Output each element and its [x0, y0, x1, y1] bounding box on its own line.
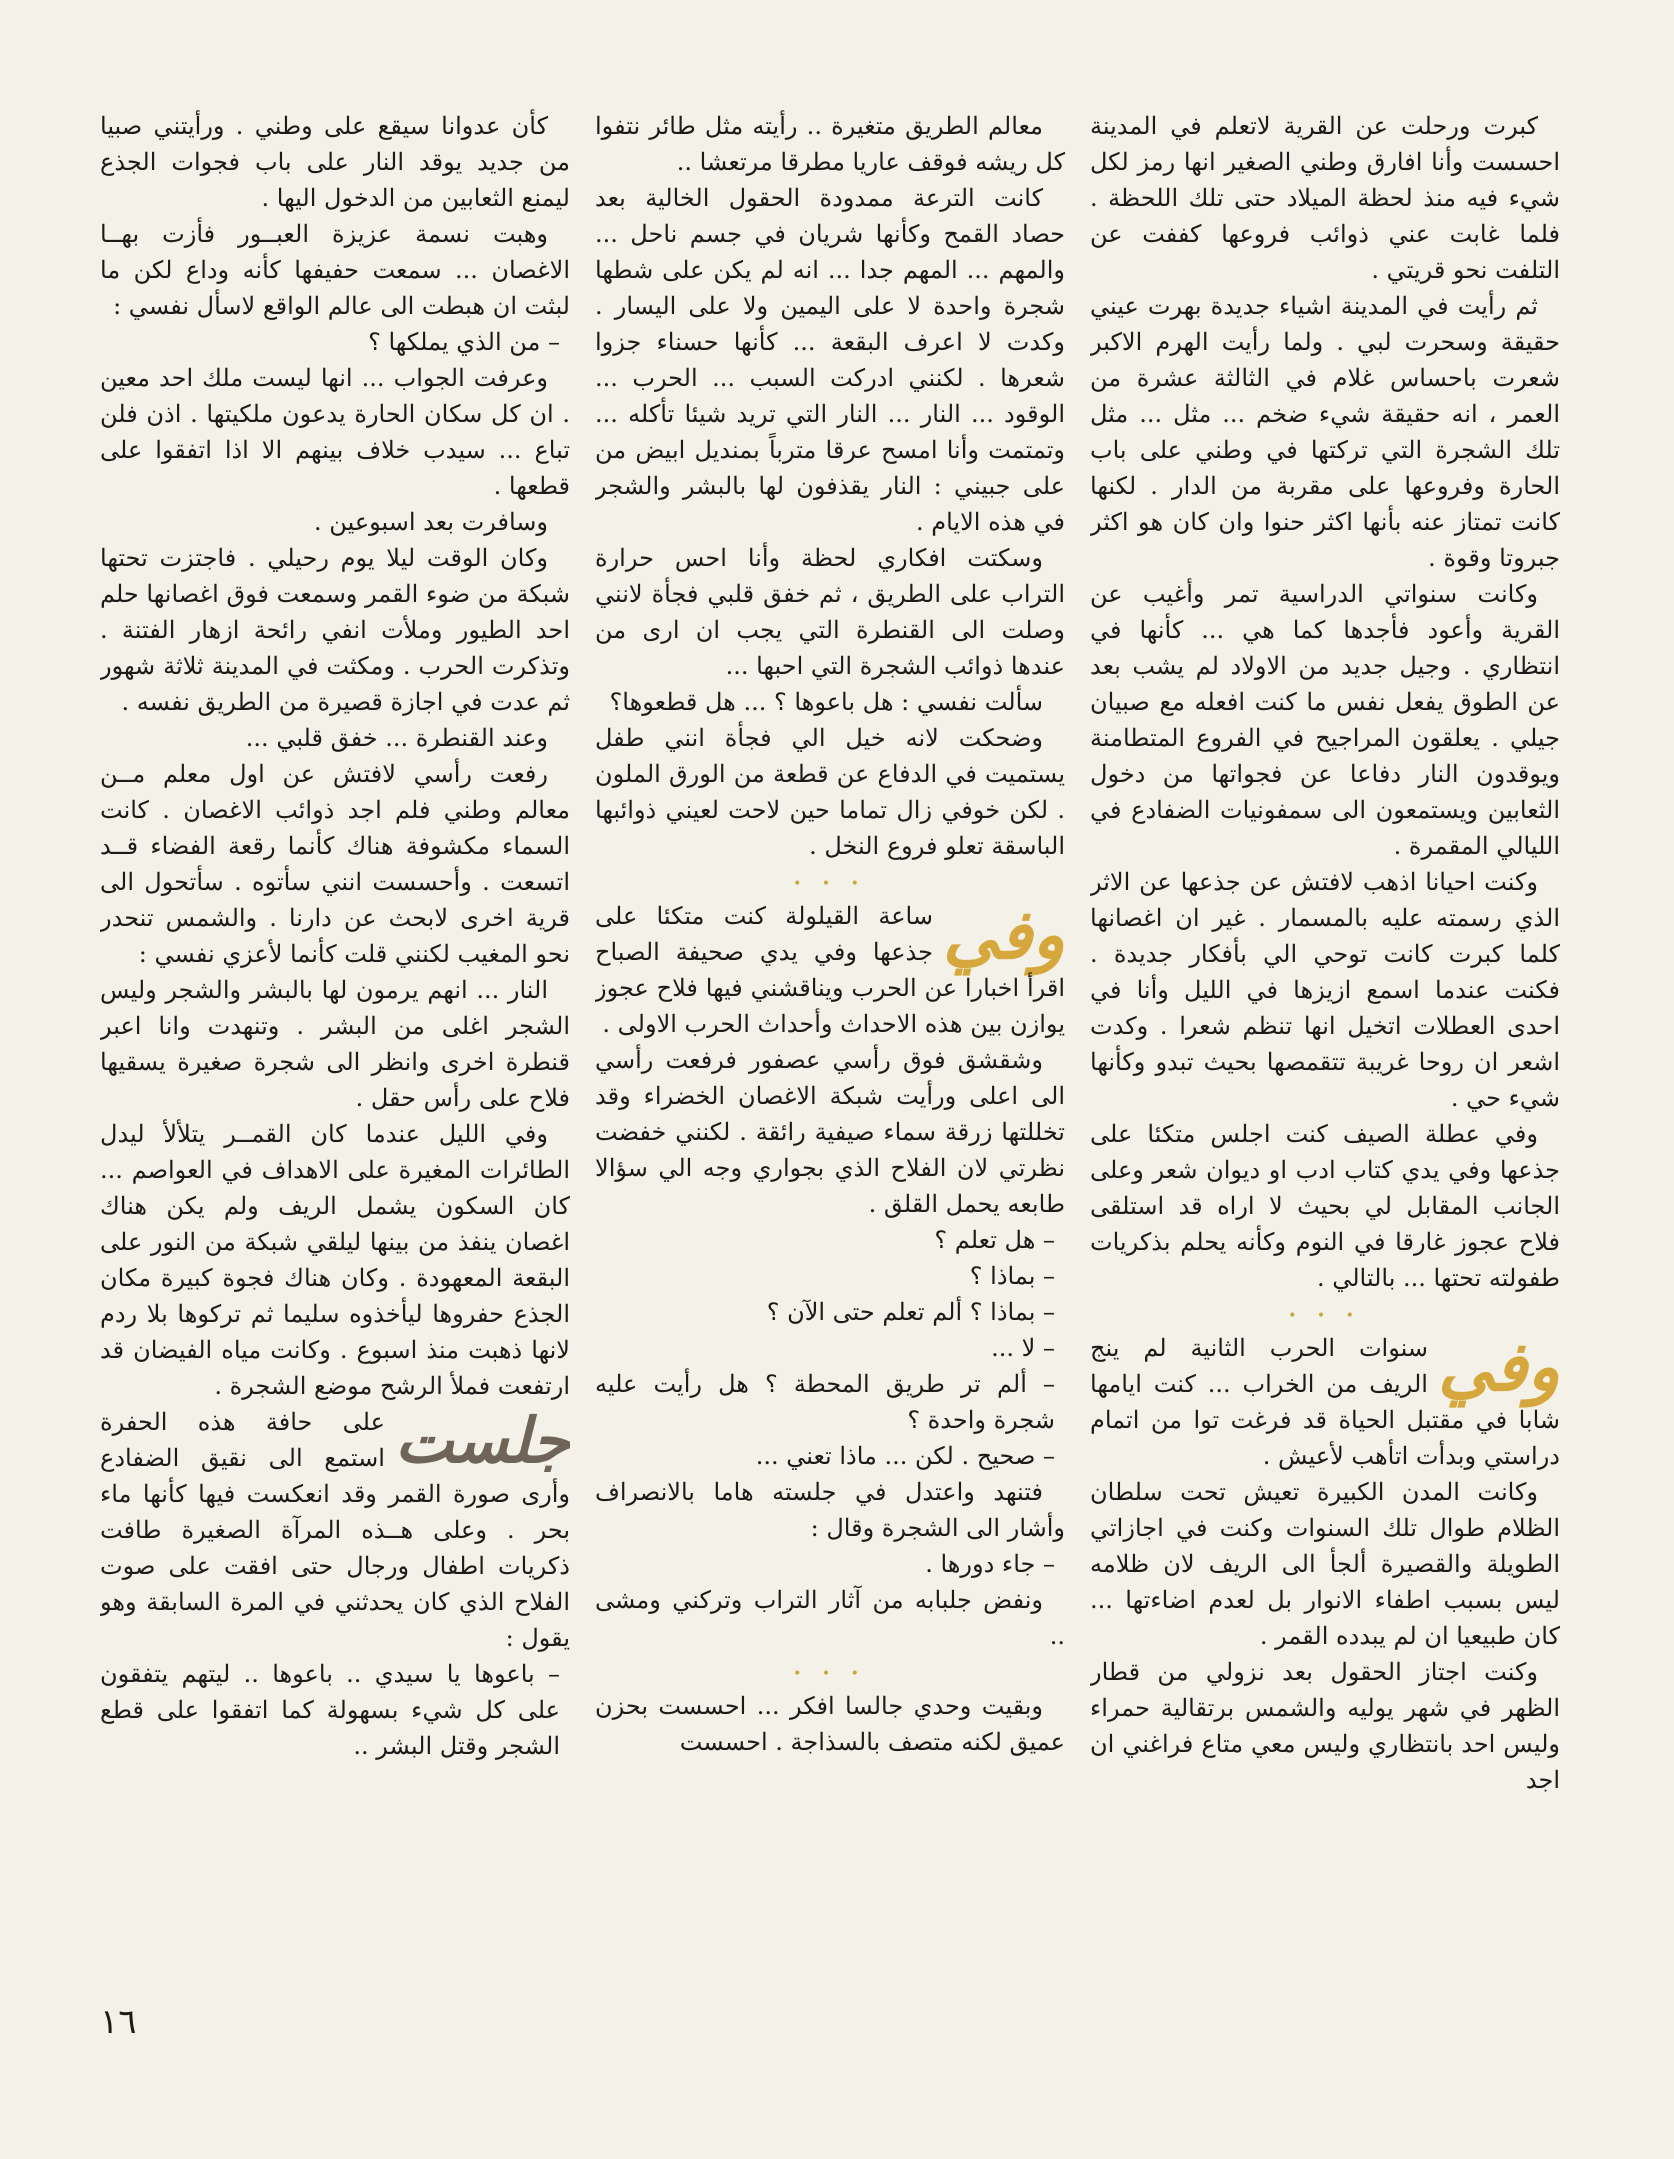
paragraph: وكان الوقت ليلا يوم رحيلي . فاجتزت تحتها شبكة من ضوء القمر وسمعت فوق اغصانها حلم احد الطيور وملأت انفي رائحة ازهار الفتنة . وتذكرت الحرب . ومكثت في المدينة ثلاثة شهور ثم عدت في اجازة قصيرة من الطريق نفسه . [100, 544, 570, 716]
paragraph: وبقيت وحدي جالسا افكر ... احسست بحزن عميق لكنه متصف بالسذاجة . احسست [595, 1692, 1065, 1756]
paragraph: كبرت ورحلت عن القرية لاتعلم في المدينة احسست وأنا افارق وطني الصغير انها رمز لكل شيء فيه منذ لحظة الميلاد حتى تلك اللحظة . فلما غابت عني ذوائب فروعها كففت عن التلفت نحو قريتي . [1090, 112, 1560, 284]
paragraph: وعرفت الجواب ... انها ليست ملك احد معين . ان كل سكان الحارة يدعون ملكيتها . اذن فلن تباع ... سيدب خلاف بينهم الا اذا اتفقوا على قطعها . [100, 364, 570, 500]
dialogue-line: – بماذا ؟ [969, 1262, 1055, 1290]
paragraph: كانت الترعة ممدودة الحقول الخالية بعد حصاد القمح وكأنها شريان في جسم ناحل ... والمهم ... المهم جدا ... انه لم يكن على شطها شجرة واحدة لا على اليمين ولا على اليسار . وكدت لا اعرف البقعة ... كأنها حسناء جزوا شعرها . لكنني ادركت السبب ... الحرب ... الوقود ... النار ... النار التي تريد شيئا تأكله ... وتمتمت وأنا امسح عرقا مترباً بمنديل ابيض من على جبيني : النار يقذفون لها بالبشر والشجر في هذه الايام . [595, 184, 1065, 536]
paragraph: وضحكت لانه خيل الي فجأة انني طفل يستميت في الدفاع عن قطعة من الورق الملون . لكن خوفي زال تماما حين لاحت لعيني ذوائبها الباسقة تعلو فروع النخل . [595, 724, 1065, 860]
paragraph: كأن عدوانا سيقع على وطني . ورأيتني صبيا من جديد يوقد النار على باب فجوات الجذع ليمنع الثعابين من الدخول اليها . [100, 112, 570, 212]
paragraph: ثم رأيت في المدينة اشياء جديدة بهرت عيني حقيقة وسحرت لبي . ولما رأيت الهرم الاكبر شعرت باحساس غلام في الثالثة عشرة من العمر ، انه حقيقة شيء ضخم ... مثل ... مثل تلك الشجرة التي تركتها في وطني على باب الحارة وفروعها على مقربة من الدار . لكنها كانت تمتاز عنه بأنها اكثر حنوا وان كان هو اكثر جبروتا وقوة . [1090, 292, 1560, 572]
paragraph: ونفض جلبابه من آثار التراب وتركني ومشى .. [595, 1586, 1065, 1650]
section-separator: • • • [793, 1666, 867, 1682]
paragraph: معالم الطريق متغيرة .. رأيته مثل طائر نتفوا كل ريشه فوقف عاريا مطرقا مرتعشا .. [595, 112, 1065, 176]
section-separator: • • • [1288, 1308, 1362, 1324]
page-number: ١٦ [100, 2002, 137, 2042]
paragraph-text: ساعة القيلولة كنت متكئا على جذعها وفي يدي صحيفة الصباح اقرأ اخبارا عن الحرب ويناقشني فيها فلاح عجوز يوازن بين هذه الاحداث وأحداث الحرب الاولى . [595, 902, 1065, 1038]
dropcap: جلست [394, 1404, 570, 1477]
paragraph: فتنهد واعتدل في جلسته هاما بالانصراف وأشار الى الشجرة وقال : [595, 1478, 1065, 1542]
section-separator: • • • [793, 876, 867, 892]
dialogue-line: – جاء دورها . [925, 1550, 1055, 1578]
paragraph: وعند القنطرة ... خفق قلبي ... [245, 724, 548, 752]
dialogue-line: – من الذي يملكها ؟ [368, 328, 560, 356]
dropcap-paragraph [100, 1404, 570, 1656]
paragraph: وفي الليل عندما كان القمــر يتلألأ ليدل الطائرات المغيرة على الاهداف في العواصم ... كان السكون يشمل الريف ولم يكن هناك اغصان ينفذ من بينها ليلقي شبكة من النور على البقعة المعهودة . وكان هناك فجوة كبيرة مكان الجذع حفروها ليأخذوه سليما ثم تركوها بلا ردم لانها ذهبت منذ اسبوع . وكانت مياه الفيضان قد ارتفعت فملأ الرشح موضع الشجرة . [100, 1120, 570, 1400]
paragraph: سألت نفسي : هل باعوها ؟ ... هل قطعوها؟ [609, 688, 1043, 716]
dialogue-line: – صحيح . لكن ... ماذا تعني ... [755, 1442, 1055, 1470]
paragraph: وسافرت بعد اسبوعين . [314, 508, 548, 536]
paragraph: وهبت نسمة عزيزة العبــور فأزت بهــا الاغصان ... سمعت حفيفها كأنه وداع لكن ما لبثت ان هبطت الى عالم الواقع لاسأل نفسي : [100, 220, 570, 320]
paragraph: وشقشق فوق رأسي عصفور فرفعت رأسي الى اعلى ورأيت شبكة الاغصان الخضراء وقد تخللتها زرقة سماء صيفية رائقة . لكنني خفضت نظرتي لان الفلاح الذي بجواري وجه الي سؤالا طابعه يحمل القلق . [595, 1046, 1065, 1218]
paragraph-text: سنوات الحرب الثانية لم ينج الريف من الخراب ... كنت ايامها شابا في مقتبل الحياة قد فرغت توا من اتمام دراستي وبدأت اتأهب لأعيش . [1090, 1334, 1560, 1470]
dropcap: وفي [942, 895, 1065, 975]
paragraph: رفعت رأسي لافتش عن اول معلم مــن معالم وطني فلم اجد ذوائب الاغصان . كانت السماء مكشوفة هناك كأنما رقعة الفضاء قــد اتسعت . وأحسست انني سأتوه . سأتحول الى قرية اخرى لابحث عن دارنا . والشمس تنحدر نحو المغيب لكنني قلت كأنما لأعزي نفسي : [100, 760, 570, 968]
paragraph: وسكتت افكاري لحظة وأنا احس حرارة التراب على الطريق ، ثم خفق قلبي فجأة لانني وصلت الى القنطرة التي يجب ان ارى من عندها ذوائب الشجرة التي احبها ... [595, 544, 1065, 680]
paragraph: النار ... انهم يرمون لها بالبشر والشجر وليس الشجر اغلى من البشر . وتنهدت وانا اعبر قنطرة اخرى وانظر الى شجرة صغيرة يسقيها فلاح على رأس حقل . [100, 976, 570, 1112]
dialogue-line: – بماذا ؟ ألم تعلم حتى الآن ؟ [766, 1298, 1055, 1326]
dropcap-paragraph [1090, 1327, 1560, 1474]
column-right [1090, 108, 1560, 2093]
paragraph: وفي عطلة الصيف كنت اجلس متكئا على جذعها وفي يدي كتاب ادب او ديوان شعر وعلى الجانب المقابل لي بحيث لا اراه قد استلقى فلاح عجوز غارقا في النوم وكأنه يحلم بذكريات طفولته تحتها ... بالتالي . [1090, 1120, 1560, 1292]
dialogue-line: – باعوها يا سيدي .. باعوها .. ليتهم يتفقون على كل شيء بسهولة كما اتفقوا على قطع الشجر وقتل البشر .. [100, 1660, 560, 1760]
column-middle [595, 108, 1065, 2093]
paragraph: وكنت اجتاز الحقول بعد نزولي من قطار الظهر في شهر يوليه والشمس برتقالية حمراء وليس احد بانتظاري وليس معي متاع فراغني ان اجد [1090, 1658, 1560, 1794]
paragraph: وكنت احيانا اذهب لافتش عن جذعها عن الاثر الذي رسمته عليه بالمسمار . غير ان اغصانها كلما كبرت كانت توحي الي بأفكار جديدة . فكنت عندما اسمع ازيزها في الليل وأنا في احدى العطلات اتخيل انها تنظم شعرا . وكدت اشعر ان روحا غريبة تتقمصها بحيث تبدو وكأنها شيء حي . [1090, 868, 1560, 1112]
dialogue-line: – ألم تر طريق المحطة ؟ هل رأيت عليه شجرة واحدة ؟ [595, 1370, 1055, 1434]
paragraph-text: على حافة هذه الحفرة استمع الى نقيق الضفادع وأرى صورة القمر وقد انعكست فيها كأنها ماء بحر . وعلى هــذه المرآة الصغيرة طافت ذكريات اطفال ورجال حتى افقت على صوت الفلاح الذي كان يحدثني في المرة السابقة وهو يقول : [100, 1408, 570, 1652]
paragraph: وكانت المدن الكبيرة تعيش تحت سلطان الظلام طوال تلك السنوات وكنت في اجازاتي الطويلة والقصيرة ألجأ الى الريف لان ظلامه ليس بسبب اطفاء الانوار بل لعدم اضاءتها ... كان طبيعيا ان لم يبدده القمر . [1090, 1478, 1560, 1650]
dropcap: وفي [1437, 1327, 1560, 1407]
dialogue-line: – هل تعلم ؟ [934, 1226, 1055, 1254]
paragraph: وكانت سنواتي الدراسية تمر وأغيب عن القرية وأعود فأجدها كما هي ... كأنها في انتظاري . وجيل جديد من الاولاد لم يشب بعد عن الطوق يفعل نفس ما كنت افعله مع صبيان جيلي . يعلقون المراجيح في الفروع المتطامنة ويوقدون النار دفاعا عن فجواتها من دخول الثعابين ويستمعون الى سمفونيات الضفادع في الليالي المقمرة . [1090, 580, 1560, 860]
column-left [100, 108, 570, 2093]
dropcap-paragraph [595, 895, 1065, 1042]
dialogue-line: – لا ... [991, 1334, 1055, 1362]
